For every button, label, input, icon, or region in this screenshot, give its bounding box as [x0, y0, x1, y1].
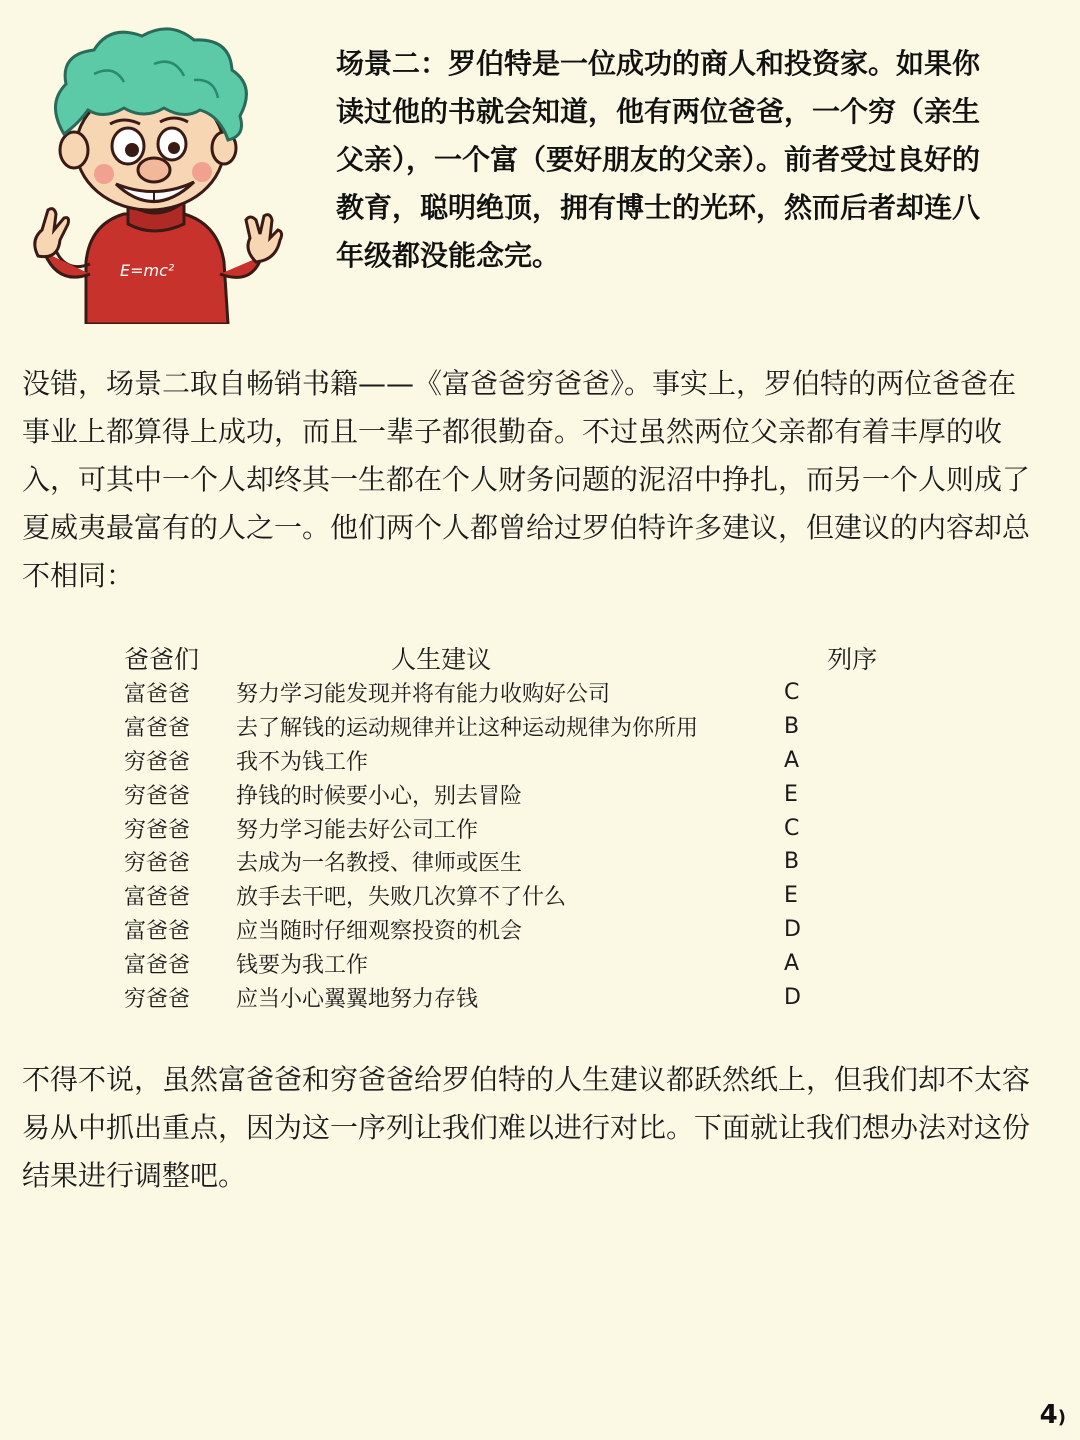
table-row [124, 879, 944, 913]
page-number-paren: ) [1057, 1407, 1066, 1428]
row-dad: 穷爸爸 [124, 817, 191, 843]
row-dad: 穷爸爸 [124, 749, 191, 775]
row-seq: A [784, 950, 800, 976]
body-paragraph-2: 不得不说，虽然富爸爸和穷爸爸给罗伯特的人生建议都跃然纸上，但我们却不太容易从中抓出重点，因为这一序列让我们难以进行对比。下面就让我们想办法对这份结果进行调整吧。 [22, 1063, 1031, 1192]
row-advice: 挣钱的时候要小心，别去冒险 [236, 783, 523, 809]
table-row [124, 710, 944, 744]
row-seq: B [784, 849, 800, 875]
row-dad: 富爸爸 [124, 918, 191, 944]
row-dad: 富爸爸 [124, 682, 191, 708]
header-seq: 列序 [827, 645, 878, 674]
cartoon-boy-illustration [24, 24, 284, 324]
row-seq: D [784, 916, 801, 942]
table-row [124, 777, 944, 811]
row-dad: 穷爸爸 [124, 986, 191, 1012]
table-header [124, 640, 944, 676]
row-dad: 穷爸爸 [124, 783, 191, 809]
row-advice: 努力学习能发现并将有能力收购好公司 [236, 682, 611, 708]
row-advice: 放手去干吧，失败几次算不了什么 [236, 885, 567, 911]
table-row [124, 744, 944, 778]
row-seq: C [784, 815, 800, 841]
row-dad: 富爸爸 [124, 952, 191, 978]
advice-table [124, 640, 944, 1014]
row-seq: B [784, 714, 800, 740]
table-row [124, 980, 944, 1014]
row-dad: 穷爸爸 [124, 851, 191, 877]
row-seq: D [784, 984, 801, 1010]
row-advice: 钱要为我工作 [236, 952, 369, 978]
page-number-value: 4 [1039, 1400, 1058, 1430]
table-row [124, 913, 944, 947]
header-advice: 人生建议 [391, 645, 492, 674]
body-paragraph-1: 没错，场景二取自畅销书籍——《富爸爸穷爸爸》。事实上，罗伯特的两位爸爸在事业上都算得上成功，而且一辈子都很勤奋。不过虽然两位父亲都有着丰厚的收入，可其中一个人却终其一生都在个人财务问题的泥沼中挣扎，而另一个人则成了夏威夷最富有的人之一。他们两个人都曾给过罗伯特许多建议，但建议的内容却总不相同： [22, 367, 1031, 592]
row-dad: 富爸爸 [124, 716, 191, 742]
shirt-formula: E=mc² [120, 261, 175, 280]
page-number [1040, 1400, 1066, 1430]
table-row [124, 811, 944, 845]
table-row [124, 946, 944, 980]
header-dad: 爸爸们 [124, 645, 200, 674]
row-seq: A [784, 747, 800, 773]
row-advice: 去成为一名教授、律师或医生 [236, 851, 523, 877]
row-seq: E [784, 781, 798, 807]
intro-scenario-text: 场景二：罗伯特是一位成功的商人和投资家。如果你读过他的书就会知道，他有两位爸爸，一个穷（亲生父亲），一个富（要好朋友的父亲）。前者受过良好的教育，聪明绝顶，拥有博士的光环，然而后者却连八年级都没能念完。 [336, 47, 981, 272]
table-row [124, 676, 944, 710]
table-row [124, 845, 944, 879]
row-advice: 我不为钱工作 [236, 749, 369, 775]
row-advice: 应当随时仔细观察投资的机会 [236, 918, 523, 944]
row-seq: E [784, 883, 798, 909]
row-advice: 应当小心翼翼地努力存钱 [236, 986, 479, 1012]
row-seq: C [784, 680, 800, 706]
row-advice: 努力学习能去好公司工作 [236, 817, 479, 843]
row-advice: 去了解钱的运动规律并让这种运动规律为你所用 [236, 716, 699, 742]
row-dad: 富爸爸 [124, 885, 191, 911]
